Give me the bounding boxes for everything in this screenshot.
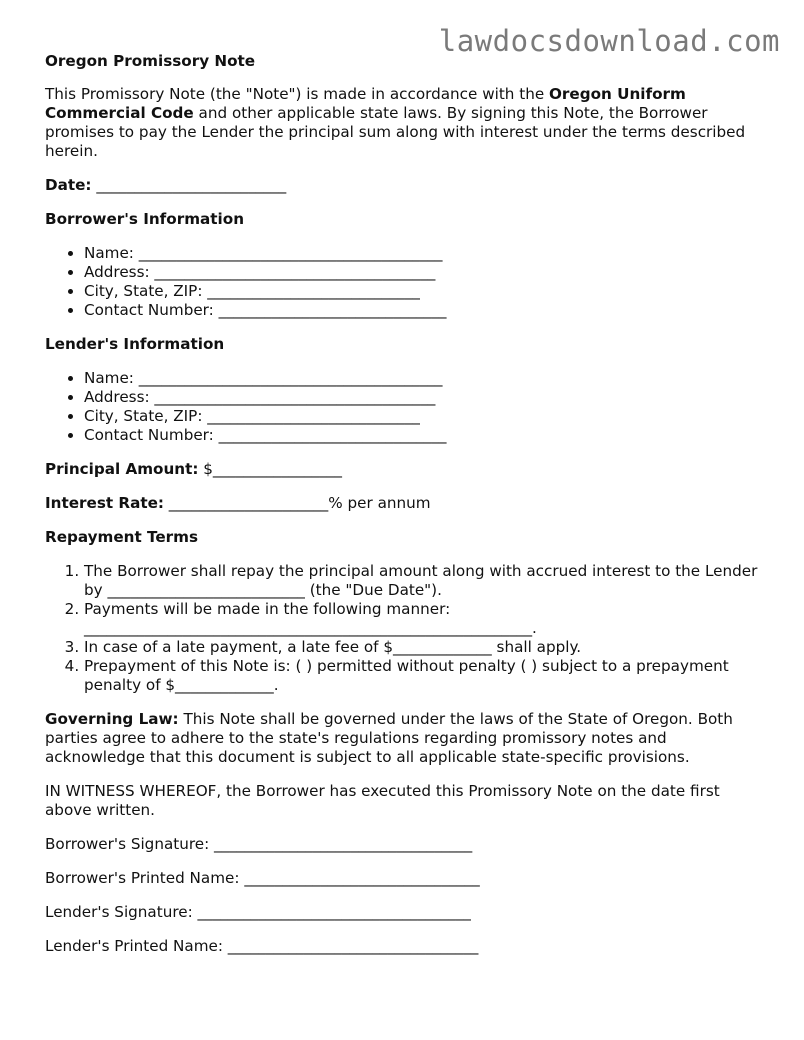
borrower-printed-name-line: Borrower's Printed Name: _______________________________: [45, 869, 480, 887]
lender-contact: • Contact Number: ______________________________: [84, 426, 765, 445]
borrower-signature-line: Borrower's Signature: __________________________________: [45, 835, 473, 853]
borrower-address: • Address: _____________________________________: [84, 263, 765, 282]
date-label: Date:: [45, 176, 92, 194]
lender-list: [45, 369, 765, 445]
borrower-list: [45, 244, 765, 320]
repayment-heading: Repayment Terms: [45, 528, 199, 546]
document-body: [45, 52, 765, 971]
intro-after: and other applicable state laws. By signing this Note, the Borrower promises to pay the Lender the principal sum along with interest under the terms described herein.: [45, 104, 746, 160]
borrower-contact: • Contact Number: ______________________________: [84, 301, 765, 320]
governing-law: [45, 710, 765, 767]
witness-statement: IN WITNESS WHEREOF, the Borrower has executed this Promissory Note on the date first above written.: [45, 782, 720, 819]
intro-before: This Promissory Note (the "Note") is made in accordance with the: [45, 85, 549, 103]
governing-label: Governing Law:: [45, 710, 179, 728]
repayment-term-2: 2. Payments will be made in the following manner: ___________________________________________________________.: [84, 600, 765, 638]
principal-value: $_________________: [198, 460, 343, 478]
repayment-term-4: 4. Prepayment of this Note is: ( ) permitted without penalty ( ) subject to a prepayment penalty of $_____________.: [84, 657, 765, 695]
borrower-heading: Borrower's Information: [45, 210, 245, 228]
lender-city: • City, State, ZIP: ____________________________: [84, 407, 765, 426]
lender-heading: Lender's Information: [45, 335, 225, 353]
date-line: [45, 176, 765, 195]
lender-name: • Name: ________________________________________: [84, 369, 765, 388]
lender-signature-line: Lender's Signature: ____________________________________: [45, 903, 471, 921]
repayment-term-3: 3. In case of a late payment, a late fee of $_____________ shall apply.: [84, 638, 765, 657]
principal-label: Principal Amount:: [45, 460, 199, 478]
interest-line: [45, 494, 765, 513]
lender-printed-name-line: Lender's Printed Name: _________________________________: [45, 937, 479, 955]
governing-text: This Note shall be governed under the laws of the State of Oregon. Both parties agree to adhere to the state's regulations regarding promissory notes and acknowledge that this document is subject to all applicable state-specific provisions.: [45, 710, 733, 766]
repayment-term-1: 1. The Borrower shall repay the principal amount along with accrued interest to the Lender by __________________________ (the "Due Date").: [84, 562, 765, 600]
intro-bold: Oregon Uniform Commercial Code: [45, 85, 686, 122]
principal-line: [45, 460, 765, 479]
interest-label: Interest Rate:: [45, 494, 164, 512]
borrower-name: • Name: ________________________________________: [84, 244, 765, 263]
borrower-city: • City, State, ZIP: ____________________________: [84, 282, 765, 301]
date-blank: _________________________: [91, 176, 287, 194]
lender-address: • Address: _____________________________________: [84, 388, 765, 407]
intro-paragraph: [45, 85, 765, 161]
repayment-list: [45, 562, 765, 695]
watermark: lawdocsdownload.com: [438, 24, 780, 58]
interest-value: _____________________% per annum: [163, 494, 431, 512]
document-title: Oregon Promissory Note: [45, 52, 256, 70]
